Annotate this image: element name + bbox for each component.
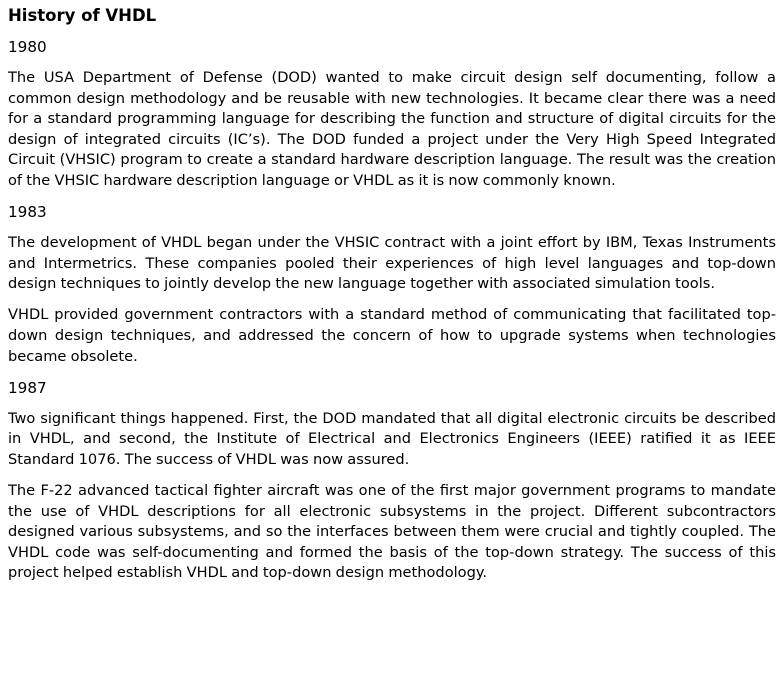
- paragraph-1987-1: Two significant things happened. First, the DOD mandated that all digital electronic circuits be described in VHDL, and second, the Institute of Electrical and Electronics Engineers (IEEE) ratified it as IEEE Standard 1076. The success of VHDL was now assured.: [8, 409, 776, 468]
- paragraph-1983-2: VHDL provided government contractors with a standard method of communicating that facilitated top-down design techniques, and addressed the concern of how to upgrade systems when technologies became obsolete.: [8, 306, 776, 365]
- year-heading-1980: 1980: [8, 38, 47, 56]
- year-heading-1987: 1987: [8, 378, 47, 397]
- year-heading-1983: 1983: [8, 203, 47, 222]
- paragraph-1983-1: The development of VHDL began under the VHSIC contract with a joint effort by IBM, Texas Instruments and Intermetrics. These companies pooled their experiences of high level languages and top-down design techniques to jointly develop the new language together with associated simulation tools.: [8, 234, 776, 293]
- document-title: History of VHDL: [8, 6, 157, 25]
- paragraph-1980-1: The USA Department of Defense (DOD) wanted to make circuit design self documenting, follow a common design methodology and be reusable with new technologies. It became clear there was a need for a standard programming language for describing the function and structure of digital circuits for the design of integrated circuits (IC’s). The DOD funded a project under the Very High Speed Integrated Circuit (VHSIC) program to create a standard hardware description language. The result was the creation of the VHSIC hardware description language or VHDL as it is now commonly known.: [8, 69, 776, 189]
- paragraph-1987-2: The F-22 advanced tactical fighter aircraft was one of the first major government programs to mandate the use of VHDL descriptions for all electronic subsystems in the project. Different subcontractors designed various subsystems, and so the interfaces between them were crucial and tightly coupled. The VHDL code was self-documenting and formed the basis of the top-down strategy. The success of this project helped establish VHDL and top-down design methodology.: [8, 481, 776, 582]
- document-page: [8, 6, 776, 594]
